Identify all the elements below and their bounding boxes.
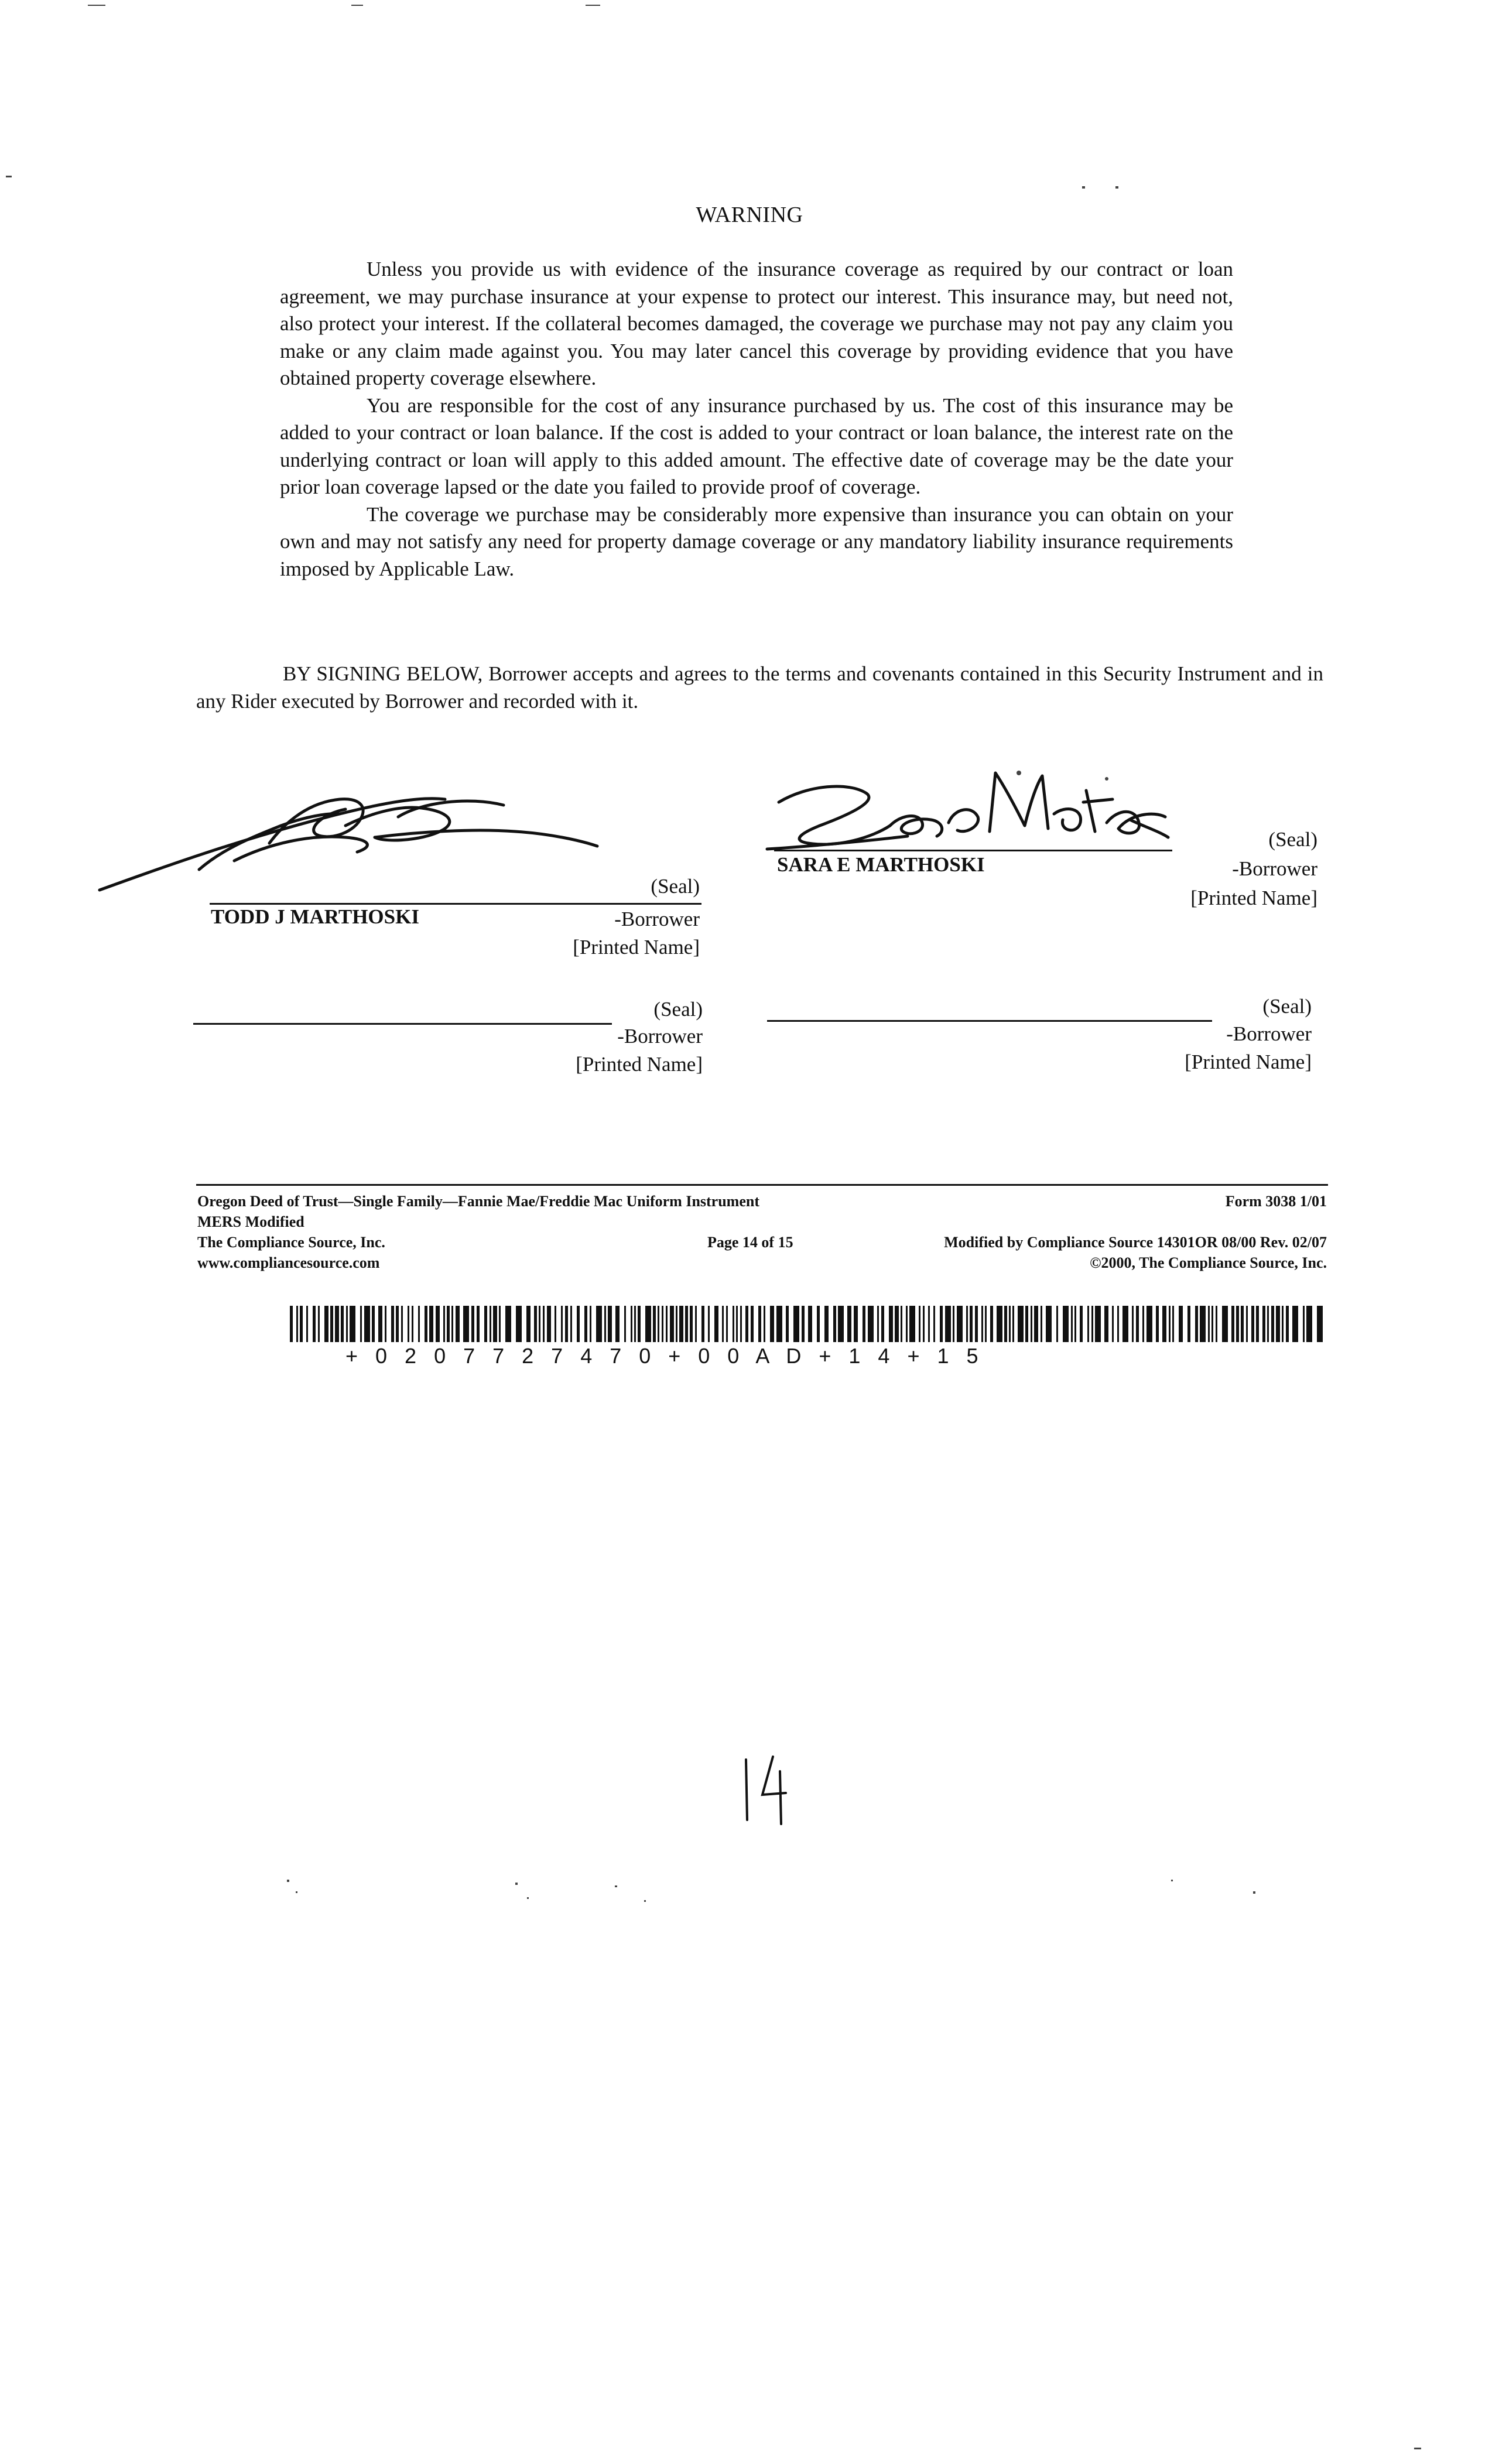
- barcode-bar: [1071, 1306, 1073, 1342]
- barcode-bar: [953, 1306, 954, 1342]
- barcode-bar: [919, 1306, 920, 1342]
- barcode-bar: [868, 1306, 874, 1342]
- barcode-bar: [608, 1306, 612, 1342]
- barcode-bar: [296, 1306, 298, 1342]
- barcode-bar: [584, 1306, 587, 1342]
- barcode-bar: [981, 1306, 983, 1342]
- barcode-bar: [436, 1306, 440, 1342]
- barcode-bar: [824, 1306, 829, 1342]
- barcode-bar: [539, 1306, 540, 1342]
- warning-title: WARNING: [696, 203, 803, 227]
- barcode-bar: [645, 1306, 651, 1342]
- barcode-bar: [1056, 1306, 1058, 1342]
- barcode-bar: [412, 1306, 413, 1342]
- barcode-bar: [847, 1306, 851, 1342]
- barcode-bar: [708, 1306, 710, 1342]
- barcode-bar: [764, 1306, 765, 1342]
- barcode-bar: [758, 1306, 761, 1342]
- barcode-bar: [590, 1306, 591, 1342]
- barcode-bar: [1018, 1306, 1024, 1342]
- barcode-bar: [666, 1306, 668, 1342]
- barcode-bar: [670, 1306, 674, 1342]
- warning-paragraph-1: Unless you provide us with evidence of the insurance coverage as required by our contract or loan agreement, we may purchase insurance at your expense to protect our interest. This insurance may, but need not, also protect your interest. If the collateral becomes damaged, the coverage we purchase may not pay any claim you make or any claim made against you. You may later cancel this coverage by providing evidence that you have obtained property coverage elsewhere.: [280, 258, 1233, 389]
- barcode-bar: [1122, 1306, 1128, 1342]
- barcode-bar: [997, 1306, 1002, 1342]
- barcode-bar: [985, 1306, 987, 1342]
- barcode-bar: [471, 1306, 474, 1342]
- barcode-bar: [543, 1306, 545, 1342]
- barcode-bar: [555, 1306, 556, 1342]
- barcode-bar: [1286, 1306, 1289, 1342]
- barcode-bar: [658, 1306, 659, 1342]
- barcode-bar: [1012, 1306, 1014, 1342]
- barcode-bar: [1147, 1306, 1152, 1342]
- barcode-bar: [408, 1306, 409, 1342]
- barcode-bar: [1241, 1306, 1244, 1342]
- barcode-bar: [505, 1306, 511, 1342]
- borrower-role: -Borrower: [614, 908, 700, 930]
- barcode-bar: [1095, 1306, 1101, 1342]
- barcode-bar: [350, 1306, 355, 1342]
- barcode-bar: [1246, 1306, 1248, 1342]
- barcode-bar: [1025, 1306, 1028, 1342]
- barcode-bar: [833, 1306, 836, 1342]
- barcode-bar: [793, 1306, 799, 1342]
- barcode-bar: [604, 1306, 606, 1342]
- barcode-bar: [1282, 1306, 1284, 1342]
- barcode-bar: [561, 1306, 563, 1342]
- barcode-bar: [1208, 1306, 1210, 1342]
- footer-form-number: Form 3038 1/01: [1225, 1193, 1327, 1210]
- signature-block-4: [767, 990, 1312, 1083]
- barcode-bar: [676, 1306, 677, 1342]
- barcode-bar: [396, 1306, 399, 1342]
- barcode-bar: [477, 1306, 480, 1342]
- handwritten-page-number: [739, 1751, 792, 1827]
- warning-paragraph-3: The coverage we purchase may be considerably more expensive than insurance you can obtain on your own and may not satisfy any need for property damage coverage or any mandatory liability insurance requirements imposed by Applicable Law.: [280, 502, 1233, 580]
- barcode-bar: [786, 1306, 789, 1342]
- barcode-bar: [378, 1306, 382, 1342]
- barcode-bar: [751, 1306, 754, 1342]
- barcode-bar: [346, 1306, 348, 1342]
- barcode-bar: [1200, 1306, 1206, 1342]
- footer-mers: MERS Modified: [197, 1213, 304, 1230]
- barcode-bar: [817, 1306, 820, 1342]
- barcode-bar: [838, 1306, 844, 1342]
- barcode-bar: [330, 1306, 333, 1342]
- barcode-bar: [1195, 1306, 1198, 1342]
- barcode-bar: [802, 1306, 805, 1342]
- barcode-bar: [1136, 1306, 1139, 1342]
- barcode-bar: [1276, 1306, 1280, 1342]
- signature-line: [210, 903, 701, 905]
- borrower-role: -Borrower: [1232, 857, 1317, 880]
- barcode-bar: [615, 1306, 620, 1342]
- barcode-bar: [1063, 1306, 1069, 1342]
- barcode-bar: [451, 1306, 453, 1342]
- barcode-bar: [547, 1306, 551, 1342]
- barcode-bar: [534, 1306, 537, 1342]
- barcode-bar: [1256, 1306, 1259, 1342]
- borrower-name: SARA E MARTHOSKI: [777, 853, 985, 876]
- barcode-bar: [966, 1306, 968, 1342]
- barcode-bar: [940, 1306, 943, 1342]
- barcode-bar: [463, 1306, 469, 1342]
- barcode-bar: [385, 1306, 386, 1342]
- barcode-bar: [733, 1306, 734, 1342]
- barcode-bar: [418, 1306, 420, 1342]
- barcode-bar: [443, 1306, 445, 1342]
- barcode-bar: [324, 1306, 328, 1342]
- barcode-bar: [1087, 1306, 1089, 1342]
- seal-label: (Seal): [653, 998, 703, 1021]
- barcode-bar: [565, 1306, 568, 1342]
- barcode-bar: [1034, 1306, 1038, 1342]
- barcode-bar: [863, 1306, 865, 1342]
- footer-website: www.compliancesource.com: [197, 1254, 380, 1271]
- barcode-bar: [1211, 1306, 1213, 1342]
- barcode-bar: [1009, 1306, 1011, 1342]
- barcode-bar: [1104, 1306, 1108, 1342]
- barcode-bar: [1132, 1306, 1134, 1342]
- barcode-bar: [364, 1306, 370, 1342]
- by-signing-statement: BY SIGNING BELOW, Borrower accepts and agrees to the terms and covenants contained in this Security Instrument and in any Rider executed by Borrower and recorded with it.: [196, 662, 1323, 713]
- barcode-bar: [1317, 1306, 1323, 1342]
- barcode-bar: [690, 1306, 693, 1342]
- barcode-bar: [577, 1306, 580, 1342]
- barcode-bar: [634, 1306, 636, 1342]
- barcode-bar: [596, 1306, 602, 1342]
- barcode-bar: [923, 1306, 925, 1342]
- barcode-bar: [928, 1306, 930, 1342]
- barcode-bar: [1267, 1306, 1269, 1342]
- barcode-bar: [770, 1306, 774, 1342]
- barcode-bar: [662, 1306, 663, 1342]
- barcode-bar: [638, 1306, 641, 1342]
- signature-block-3: [193, 990, 703, 1083]
- printed-name-label: [Printed Name]: [1185, 1050, 1312, 1073]
- barcode-bar: [499, 1306, 501, 1342]
- barcode-bar: [1142, 1306, 1144, 1342]
- seal-label: (Seal): [651, 875, 700, 898]
- barcode-bar: [1112, 1306, 1114, 1342]
- barcode-bar: [1091, 1306, 1093, 1342]
- barcode-bar: [701, 1306, 704, 1342]
- seal-label: (Seal): [1268, 828, 1317, 851]
- printed-name-label: [Printed Name]: [576, 1053, 703, 1076]
- barcode-bar: [1303, 1306, 1305, 1342]
- barcode-bar: [1080, 1306, 1083, 1342]
- barcode-bar: [906, 1306, 908, 1342]
- barcode-bar: [970, 1306, 973, 1342]
- barcode-bar: [1271, 1306, 1274, 1342]
- footer-company: The Compliance Source, Inc.: [197, 1234, 385, 1251]
- barcode-bar: [425, 1306, 427, 1342]
- borrower-role: -Borrower: [617, 1025, 703, 1048]
- barcode-bar: [318, 1306, 320, 1342]
- barcode-bar: [1041, 1306, 1042, 1342]
- barcode-bar: [726, 1306, 728, 1342]
- warning-body: [280, 256, 1233, 583]
- footer-page: Page 14 of 15: [707, 1234, 793, 1251]
- barcode: [290, 1306, 1323, 1342]
- barcode-bar: [490, 1306, 491, 1342]
- barcode-bar: [957, 1306, 963, 1342]
- barcode-bar: [335, 1306, 339, 1342]
- barcode-bar: [881, 1306, 884, 1342]
- barcode-bar: [889, 1306, 893, 1342]
- barcode-bar: [493, 1306, 497, 1342]
- barcode-bar: [695, 1306, 697, 1342]
- barcode-bar: [526, 1306, 531, 1342]
- barcode-bar: [877, 1306, 879, 1342]
- barcode-bar: [624, 1306, 626, 1342]
- barcode-bar: [1117, 1306, 1119, 1342]
- barcode-bar: [300, 1306, 303, 1342]
- barcode-bar: [722, 1306, 724, 1342]
- warning-paragraph-2: You are responsible for the cost of any insurance purchased by us. The cost of this insurance may be added to your contract or loan balance. If the cost is added to your contract or loan balance, the interest rate on the underlying contract or loan will apply to this added amount. The effective date of coverage may be the date your prior loan coverage lapsed or the date you failed to provide proof of coverage.: [280, 393, 1233, 498]
- barcode-bar: [484, 1306, 487, 1342]
- barcode-bar: [714, 1306, 718, 1342]
- footer-rule: [196, 1184, 1328, 1186]
- barcode-bar: [975, 1306, 978, 1342]
- barcode-bar: [1172, 1306, 1174, 1342]
- barcode-bar: [653, 1306, 656, 1342]
- barcode-bar: [429, 1306, 433, 1342]
- barcode-bar: [1222, 1306, 1228, 1342]
- barcode-bar: [808, 1306, 812, 1342]
- barcode-bar: [990, 1306, 993, 1342]
- footer-modified: Modified by Compliance Source 14301OR 08/00 Rev. 02/07: [944, 1234, 1327, 1251]
- printed-name-label: [Printed Name]: [573, 936, 700, 959]
- barcode-bar: [1231, 1306, 1234, 1342]
- barcode-bar: [895, 1306, 899, 1342]
- barcode-bar: [1236, 1306, 1239, 1342]
- signature-block-1: [94, 773, 703, 959]
- printed-name-label: [Printed Name]: [1190, 887, 1317, 909]
- borrower-name: TODD J MARTHOSKI: [211, 905, 419, 928]
- barcode-bar: [736, 1306, 738, 1342]
- borrower-role: -Borrower: [1226, 1022, 1312, 1045]
- barcode-bar: [1251, 1306, 1254, 1342]
- barcode-bar: [516, 1306, 522, 1342]
- barcode-bar: [1179, 1306, 1183, 1342]
- barcode-bar: [679, 1306, 683, 1342]
- barcode-bar: [1046, 1306, 1052, 1342]
- barcode-bar: [1187, 1306, 1190, 1342]
- barcode-bar: [776, 1306, 782, 1342]
- barcode-bar: [631, 1306, 632, 1342]
- footer-form-title: Oregon Deed of Trust—Single Family—Fannie Mae/Freddie Mac Uniform Instrument: [197, 1193, 759, 1210]
- barcode-bar: [456, 1306, 460, 1342]
- barcode-bar: [401, 1306, 403, 1342]
- barcode-bar: [1162, 1306, 1166, 1342]
- barcode-bar: [360, 1306, 362, 1342]
- barcode-bar: [1216, 1306, 1217, 1342]
- barcode-bar: [1156, 1306, 1159, 1342]
- barcode-bar: [854, 1306, 858, 1342]
- barcode-bar: [447, 1306, 450, 1342]
- barcode-bar: [1262, 1306, 1265, 1342]
- barcode-bar: [1004, 1306, 1007, 1342]
- barcode-bar: [341, 1306, 344, 1342]
- barcode-bar: [1292, 1306, 1298, 1342]
- barcode-bar: [1031, 1306, 1032, 1342]
- barcode-bar: [313, 1306, 316, 1342]
- barcode-bar: [945, 1306, 951, 1342]
- barcode-bar: [391, 1306, 394, 1342]
- barcode-bar: [1074, 1306, 1076, 1342]
- signature-block-2: [755, 767, 1317, 937]
- barcode-bar: [306, 1306, 308, 1342]
- barcode-bar: [740, 1306, 742, 1342]
- barcode-bar: [745, 1306, 748, 1342]
- barcode-text: + 0 2 0 7 7 2 7 4 7 0 + 0 0 A D + 1 4 + 1 5: [345, 1344, 978, 1368]
- footer-copyright: ©2000, The Compliance Source, Inc.: [1090, 1254, 1327, 1271]
- barcode-bar: [933, 1306, 935, 1342]
- barcode-bar: [1169, 1306, 1171, 1342]
- barcode-bar: [1306, 1306, 1312, 1342]
- barcode-bar: [685, 1306, 688, 1342]
- seal-label: (Seal): [1262, 995, 1312, 1018]
- barcode-bar: [372, 1306, 375, 1342]
- barcode-bar: [570, 1306, 572, 1342]
- barcode-bar: [901, 1306, 902, 1342]
- barcode-bar: [290, 1306, 293, 1342]
- barcode-bar: [909, 1306, 915, 1342]
